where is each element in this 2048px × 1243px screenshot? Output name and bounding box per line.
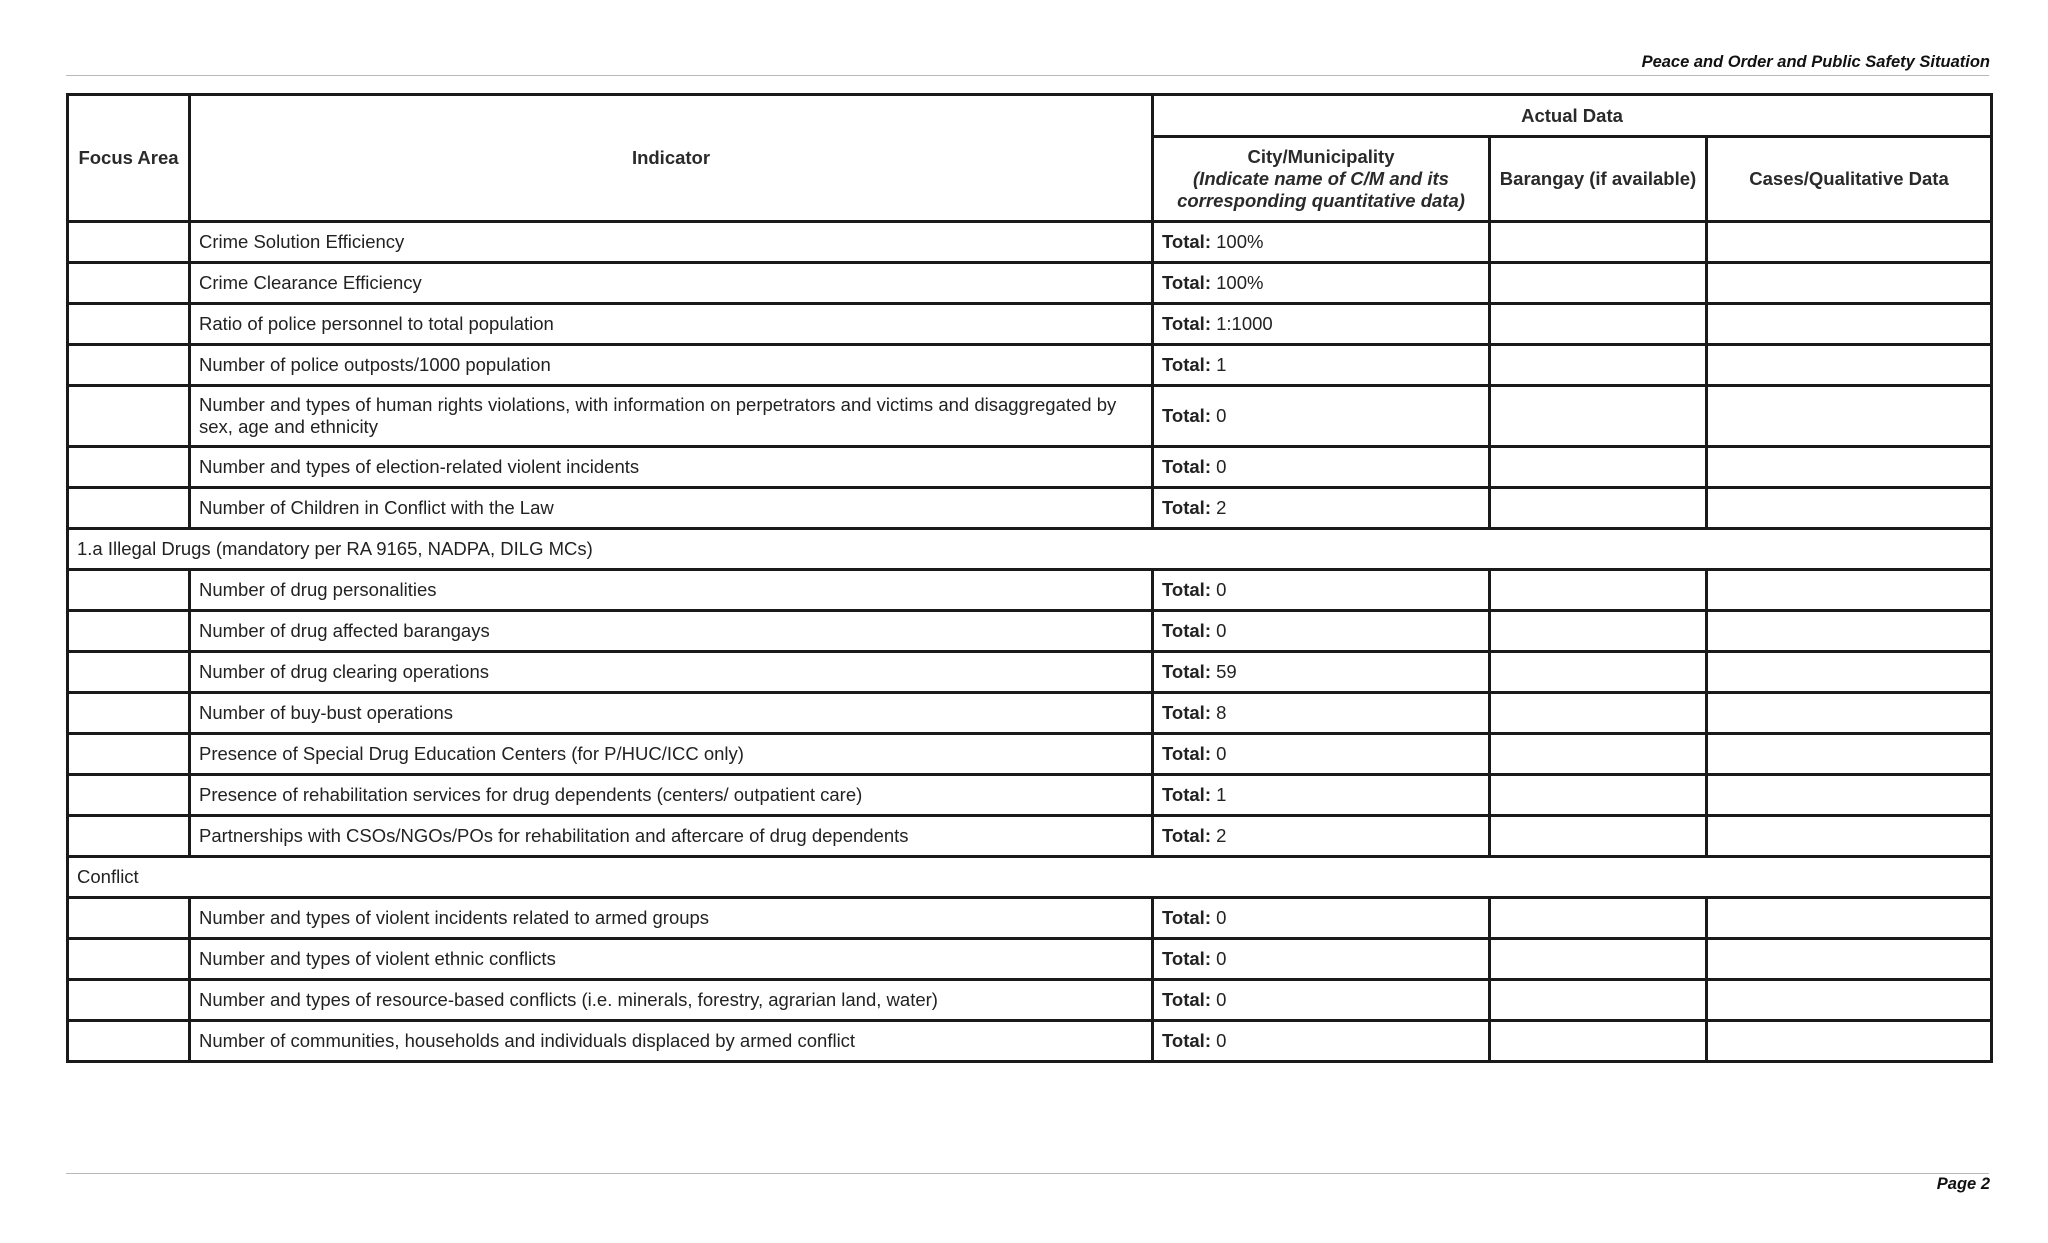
total-value: 0 [1216,948,1227,969]
table-row [68,447,1992,488]
city-municipality-label: City/Municipality [1247,146,1395,167]
focus-area-cell [68,939,190,980]
city-municipality-value-cell [1153,980,1490,1021]
section-row [68,857,1992,898]
indicator-cell: Presence of Special Drug Education Centers (for P/HUC/ICC only) [190,734,1153,775]
indicator-cell: Number and types of violent ethnic conflicts [190,939,1153,980]
table-row [68,570,1992,611]
table-row [68,488,1992,529]
city-municipality-value-cell [1153,345,1490,386]
total-value: 0 [1216,620,1227,641]
barangay-cell [1490,263,1707,304]
total-value: 59 [1216,661,1237,682]
section-row [68,529,1992,570]
footer-divider [66,1173,1989,1174]
barangay-cell [1490,734,1707,775]
table-row [68,611,1992,652]
city-municipality-value-cell [1153,488,1490,529]
total-value: 0 [1216,907,1227,928]
total-value: 1 [1216,354,1227,375]
cases-cell [1707,447,1992,488]
focus-area-cell [68,652,190,693]
indicator-cell: Number and types of election-related violent incidents [190,447,1153,488]
indicator-cell: Number of Children in Conflict with the Law [190,488,1153,529]
table-row [68,939,1992,980]
barangay-cell [1490,652,1707,693]
section-title: 1.a Illegal Drugs (mandatory per RA 9165, NADPA, DILG MCs) [68,529,1992,570]
barangay-cell [1490,980,1707,1021]
total-label: Total: [1162,497,1211,518]
barangay-cell [1490,570,1707,611]
cases-cell [1707,263,1992,304]
total-label: Total: [1162,272,1211,293]
table-row [68,304,1992,345]
page-header-title: Peace and Order and Public Safety Situation [1641,53,1990,71]
total-label: Total: [1162,661,1211,682]
cases-cell [1707,734,1992,775]
focus-area-cell [68,447,190,488]
total-label: Total: [1162,579,1211,600]
total-value: 0 [1216,456,1227,477]
focus-area-cell [68,386,190,447]
barangay-cell [1490,898,1707,939]
page-number: Page 2 [1936,1175,1990,1193]
indicator-cell: Crime Solution Efficiency [190,222,1153,263]
city-municipality-value-cell [1153,939,1490,980]
table-row [68,345,1992,386]
cases-cell [1707,939,1992,980]
cases-cell [1707,898,1992,939]
barangay-cell [1490,304,1707,345]
focus-area-cell [68,488,190,529]
cases-cell [1707,980,1992,1021]
focus-area-cell [68,570,190,611]
barangay-cell [1490,693,1707,734]
indicator-cell: Number of police outposts/1000 population [190,345,1153,386]
city-municipality-value-cell [1153,222,1490,263]
total-label: Total: [1162,825,1211,846]
city-municipality-value-cell [1153,304,1490,345]
table-row [68,734,1992,775]
indicator-cell: Partnerships with CSOs/NGOs/POs for rehabilitation and aftercare of drug dependents [190,816,1153,857]
total-label: Total: [1162,456,1211,477]
city-municipality-value-cell [1153,1021,1490,1062]
focus-area-cell [68,304,190,345]
table-row [68,263,1992,304]
total-value: 100% [1216,231,1264,252]
focus-area-cell [68,1021,190,1062]
column-header-focus-area: Focus Area [68,95,190,222]
cases-cell [1707,570,1992,611]
cases-cell [1707,222,1992,263]
barangay-cell [1490,345,1707,386]
column-header-barangay: Barangay (if available) [1490,137,1707,222]
section-title: Conflict [68,857,1992,898]
indicator-cell: Number of drug personalities [190,570,1153,611]
focus-area-cell [68,222,190,263]
barangay-cell [1490,1021,1707,1062]
barangay-cell [1490,939,1707,980]
focus-area-cell [68,263,190,304]
total-value: 2 [1216,497,1227,518]
total-value: 0 [1216,579,1227,600]
total-label: Total: [1162,620,1211,641]
column-header-actual-data: Actual Data [1153,95,1992,137]
indicator-cell: Presence of rehabilitation services for drug dependents (centers/ outpatient care) [190,775,1153,816]
total-label: Total: [1162,1030,1211,1051]
cases-cell [1707,652,1992,693]
total-label: Total: [1162,231,1211,252]
total-value: 1 [1216,784,1227,805]
focus-area-cell [68,816,190,857]
total-value: 0 [1216,989,1227,1010]
focus-area-cell [68,693,190,734]
column-header-city-municipality [1153,137,1490,222]
cases-cell [1707,693,1992,734]
barangay-cell [1490,222,1707,263]
city-municipality-value-cell [1153,386,1490,447]
city-municipality-value-cell [1153,693,1490,734]
indicator-cell: Number of communities, households and individuals displaced by armed conflict [190,1021,1153,1062]
indicator-cell: Number of buy-bust operations [190,693,1153,734]
barangay-cell [1490,611,1707,652]
table-row [68,1021,1992,1062]
city-municipality-value-cell [1153,447,1490,488]
total-value: 0 [1216,743,1227,764]
barangay-cell [1490,775,1707,816]
total-label: Total: [1162,907,1211,928]
indicator-cell: Number and types of violent incidents related to armed groups [190,898,1153,939]
cases-cell [1707,386,1992,447]
total-label: Total: [1162,702,1211,723]
table-row [68,816,1992,857]
total-label: Total: [1162,313,1211,334]
peace-order-table [66,93,1993,1063]
total-value: 8 [1216,702,1227,723]
total-value: 1:1000 [1216,313,1273,334]
total-label: Total: [1162,784,1211,805]
indicator-cell: Crime Clearance Efficiency [190,263,1153,304]
table-row [68,386,1992,447]
cases-cell [1707,611,1992,652]
total-value: 0 [1216,405,1227,426]
total-label: Total: [1162,989,1211,1010]
city-municipality-value-cell [1153,652,1490,693]
city-municipality-value-cell [1153,816,1490,857]
focus-area-cell [68,611,190,652]
table-row [68,652,1992,693]
cases-cell [1707,345,1992,386]
table-row [68,693,1992,734]
cases-cell [1707,1021,1992,1062]
city-municipality-value-cell [1153,263,1490,304]
barangay-cell [1490,488,1707,529]
cases-cell [1707,488,1992,529]
table-row [68,898,1992,939]
total-value: 0 [1216,1030,1227,1051]
focus-area-cell [68,980,190,1021]
barangay-cell [1490,447,1707,488]
focus-area-cell [68,898,190,939]
header-divider [66,75,1989,76]
city-municipality-value-cell [1153,570,1490,611]
column-header-indicator: Indicator [190,95,1153,222]
indicator-cell: Number and types of human rights violations, with information on perpetrators and victims and disaggregated by sex, age and ethnicity [190,386,1153,447]
indicator-cell: Number and types of resource-based conflicts (i.e. minerals, forestry, agrarian land, water) [190,980,1153,1021]
city-municipality-value-cell [1153,898,1490,939]
cases-cell [1707,304,1992,345]
focus-area-cell [68,345,190,386]
table-row [68,775,1992,816]
focus-area-cell [68,734,190,775]
indicator-cell: Number of drug affected barangays [190,611,1153,652]
total-label: Total: [1162,405,1211,426]
barangay-cell [1490,816,1707,857]
total-label: Total: [1162,354,1211,375]
table-row [68,222,1992,263]
indicator-cell: Number of drug clearing operations [190,652,1153,693]
barangay-cell [1490,386,1707,447]
cases-cell [1707,775,1992,816]
total-value: 2 [1216,825,1227,846]
column-header-cases: Cases/Qualitative Data [1707,137,1992,222]
total-value: 100% [1216,272,1264,293]
focus-area-cell [68,775,190,816]
city-municipality-value-cell [1153,734,1490,775]
total-label: Total: [1162,948,1211,969]
city-municipality-value-cell [1153,775,1490,816]
indicator-cell: Ratio of police personnel to total population [190,304,1153,345]
city-municipality-value-cell [1153,611,1490,652]
city-municipality-note: (Indicate name of C/M and its corresponding quantitative data) [1177,168,1465,211]
table-body [68,222,1992,1062]
table-row [68,980,1992,1021]
cases-cell [1707,816,1992,857]
total-label: Total: [1162,743,1211,764]
